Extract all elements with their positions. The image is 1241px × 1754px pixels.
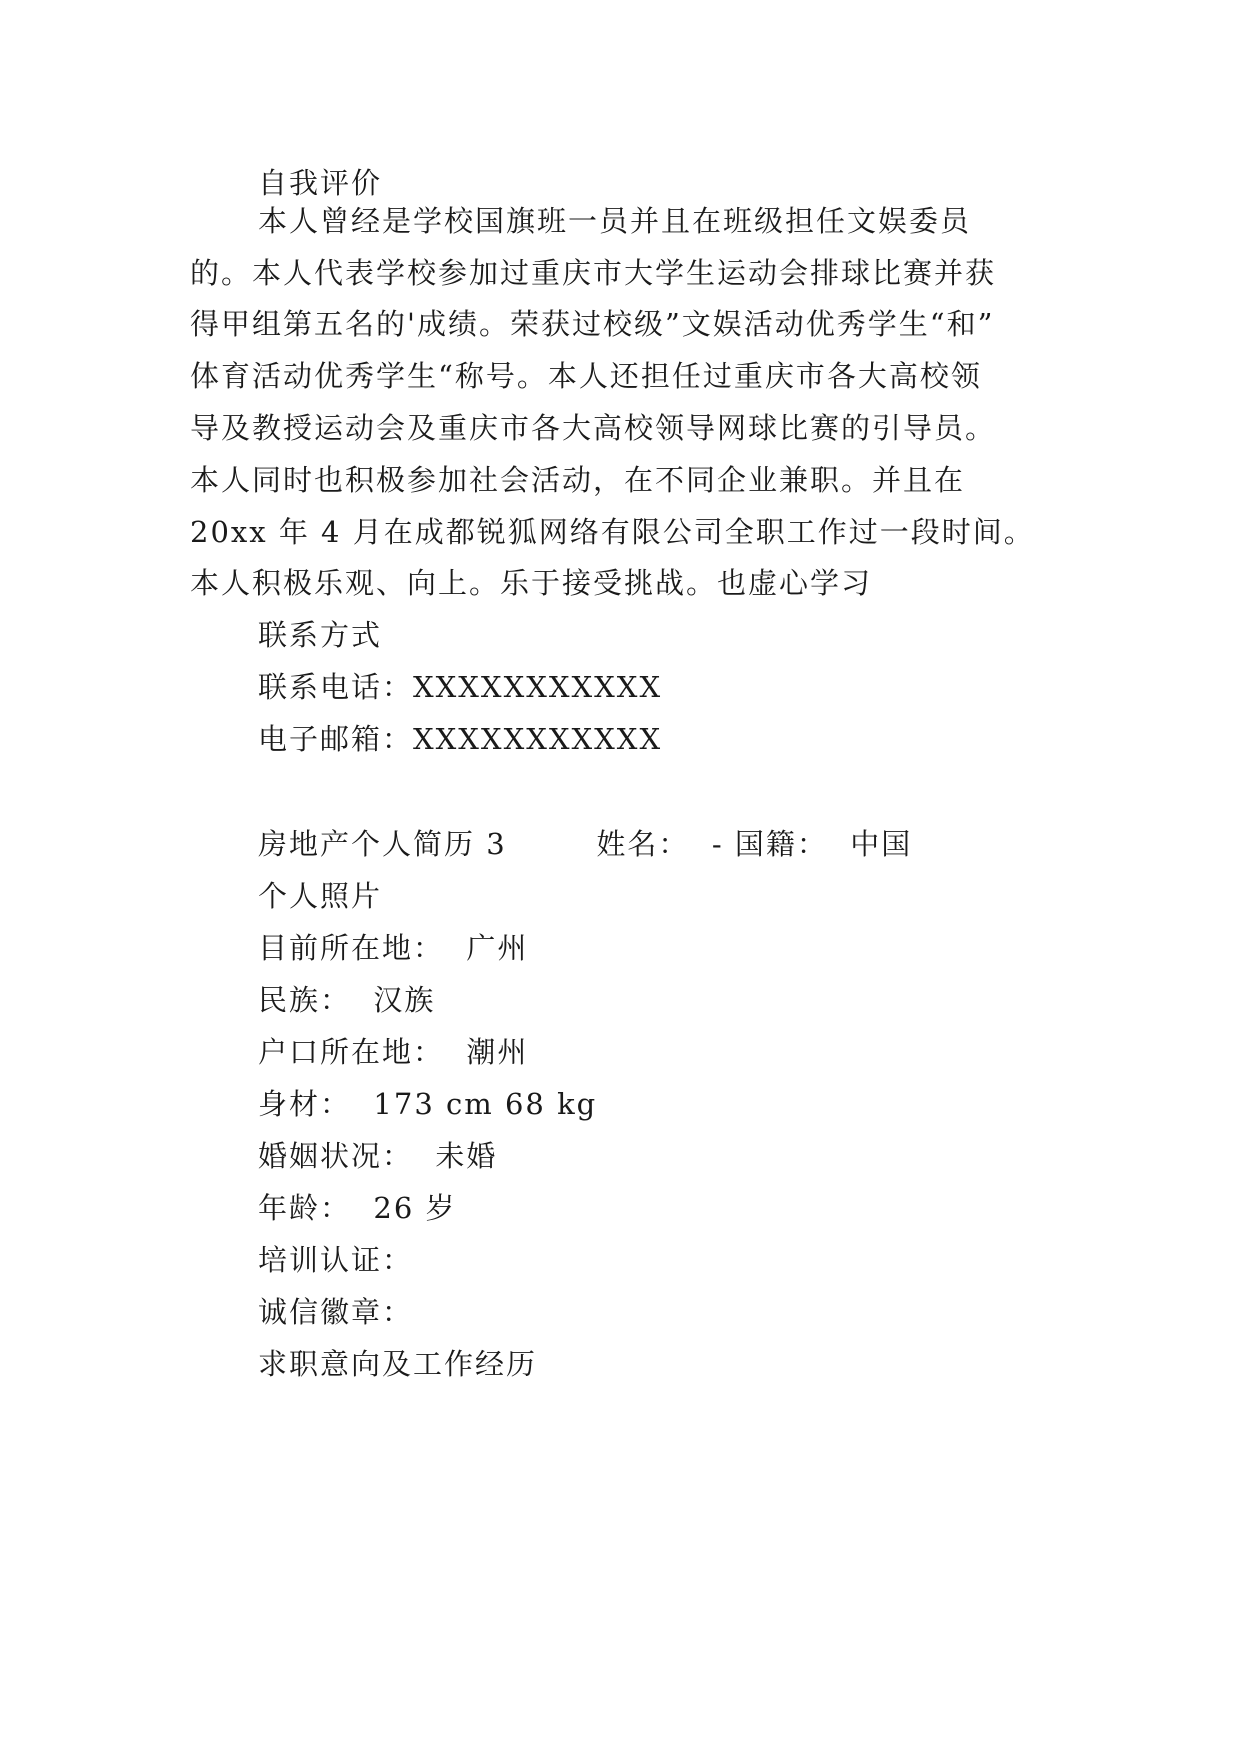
self-eval-line: 本人积极乐观、向上。乐于接受挑战。也虚心学习: [190, 566, 873, 600]
contact-email: 电子邮箱：XXXXXXXXXXX: [258, 722, 663, 756]
resume-title-line: 房地产个人简历 3 姓名： - 国籍： 中国: [258, 827, 913, 861]
resume-body: 身材： 173 cm 68 kg: [258, 1087, 598, 1121]
self-eval-line: 体育活动优秀学生“称号。本人还担任过重庆市各大高校领: [190, 359, 982, 393]
resume-ethnicity: 民族： 汉族: [258, 983, 436, 1017]
resume-hukou: 户口所在地： 潮州: [258, 1035, 529, 1069]
resume-intent: 求职意向及工作经历: [258, 1347, 538, 1381]
contact-heading: 联系方式: [258, 618, 383, 652]
self-eval-line: 导及教授运动会及重庆市各大高校领导网球比赛的引导员。: [190, 411, 997, 445]
resume-age: 年龄： 26 岁: [258, 1191, 457, 1225]
resume-photo-label: 个人照片: [258, 879, 383, 913]
resume-training: 培训认证：: [258, 1243, 414, 1277]
self-eval-line: 20xx 年 4 月在成都锐狐网络有限公司全职工作过一段时间。: [190, 515, 1035, 549]
resume-integrity: 诚信徽章：: [258, 1295, 414, 1329]
contact-phone: 联系电话：XXXXXXXXXXX: [258, 670, 663, 704]
self-eval-line: 本人曾经是学校国旗班一员并且在班级担任文娱委员: [258, 204, 972, 238]
self-eval-line: 的。本人代表学校参加过重庆市大学生运动会排球比赛并获: [190, 256, 997, 290]
resume-marital: 婚姻状况： 未婚: [258, 1139, 498, 1173]
self-eval-line: 本人同时也积极参加社会活动，在不同企业兼职。并且在: [190, 463, 966, 497]
resume-location: 目前所在地： 广州: [258, 931, 529, 965]
self-eval-line: 得甲组第五名的'成绩。荣获过校级”文娱活动优秀学生“和”: [190, 307, 995, 341]
self-eval-heading: 自我评价: [258, 166, 383, 200]
